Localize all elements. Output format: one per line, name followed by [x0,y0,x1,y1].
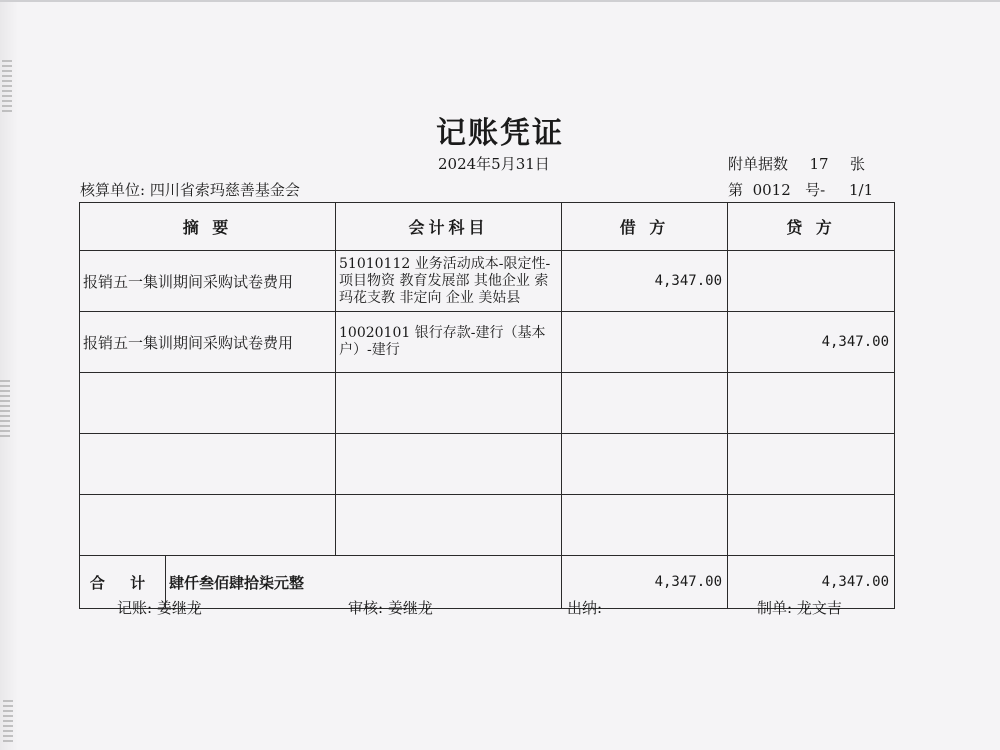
footer-preparer [757,597,842,618]
row-account: 51010112 业务活动成本-限定性-项目物资 教育发展部 其他企业 索玛花支教 非定向 企业 美姑县 [336,251,562,312]
total-amount-words: 肆仟叁佰肆拾柒元整 [166,556,562,609]
row-debit [562,495,728,556]
header-credit: 贷 方 [728,203,895,251]
row-summary [80,373,336,434]
row-credit [728,251,895,312]
footer-reviewer [348,597,433,618]
table-row [80,495,895,556]
row-summary [80,495,336,556]
accounting-unit-label: 核算单位: [80,181,146,199]
row-account [336,373,562,434]
scan-noise [3,700,13,745]
attachment-count [728,153,865,174]
row-debit [562,312,728,373]
attachment-number: 17 [809,155,829,173]
table-row [80,434,895,495]
total-label: 合 计 [80,556,166,609]
attachment-label: 附单据数 [728,155,789,173]
voucher-table [79,202,895,609]
row-credit [728,373,895,434]
header-account: 会计科目 [336,203,562,251]
bookkeeper-label: 记账: [117,599,153,617]
reviewer-name: 姜继龙 [387,599,433,617]
row-account [336,495,562,556]
row-credit [728,434,895,495]
table-row [80,373,895,434]
reviewer-label: 审核: [348,599,384,617]
attachment-unit: 张 [850,155,866,173]
voucher-number-value: 0012 [752,181,791,199]
accounting-unit [80,179,300,200]
scan-noise [2,60,12,115]
row-summary: 报销五一集训期间采购试卷费用 [80,312,336,373]
scan-top-edge [0,0,1000,2]
table-row [80,312,895,373]
row-account [336,434,562,495]
voucher-page: 1/1 [848,181,874,199]
row-account: 10020101 银行存款-建行（基本户）-建行 [336,312,562,373]
row-summary: 报销五一集训期间采购试卷费用 [80,251,336,312]
total-credit: 4,347.00 [728,556,895,609]
table-row [80,251,895,312]
table-header-row [80,203,895,251]
footer-cashier [567,597,602,618]
header-summary: 摘 要 [80,203,336,251]
row-debit [562,373,728,434]
row-credit: 4,347.00 [728,312,895,373]
row-debit: 4,347.00 [562,251,728,312]
header-debit: 借 方 [562,203,728,251]
row-debit [562,434,728,495]
preparer-name: 龙文吉 [796,599,842,617]
scan-noise [0,380,10,440]
voucher-number-suffix: 号- [805,181,826,199]
preparer-label: 制单: [757,599,793,617]
cashier-label: 出纳: [567,599,603,617]
bookkeeper-name: 姜继龙 [156,599,202,617]
row-summary [80,434,336,495]
accounting-unit-name: 四川省索玛慈善基金会 [149,181,300,199]
voucher-number [728,179,873,200]
voucher-title: 记账凭证 [436,116,564,151]
total-debit: 4,347.00 [562,556,728,609]
voucher-date: 2024年5月31日 [438,155,550,173]
footer-bookkeeper [117,597,202,618]
row-credit [728,495,895,556]
voucher-number-prefix: 第 [728,181,744,199]
